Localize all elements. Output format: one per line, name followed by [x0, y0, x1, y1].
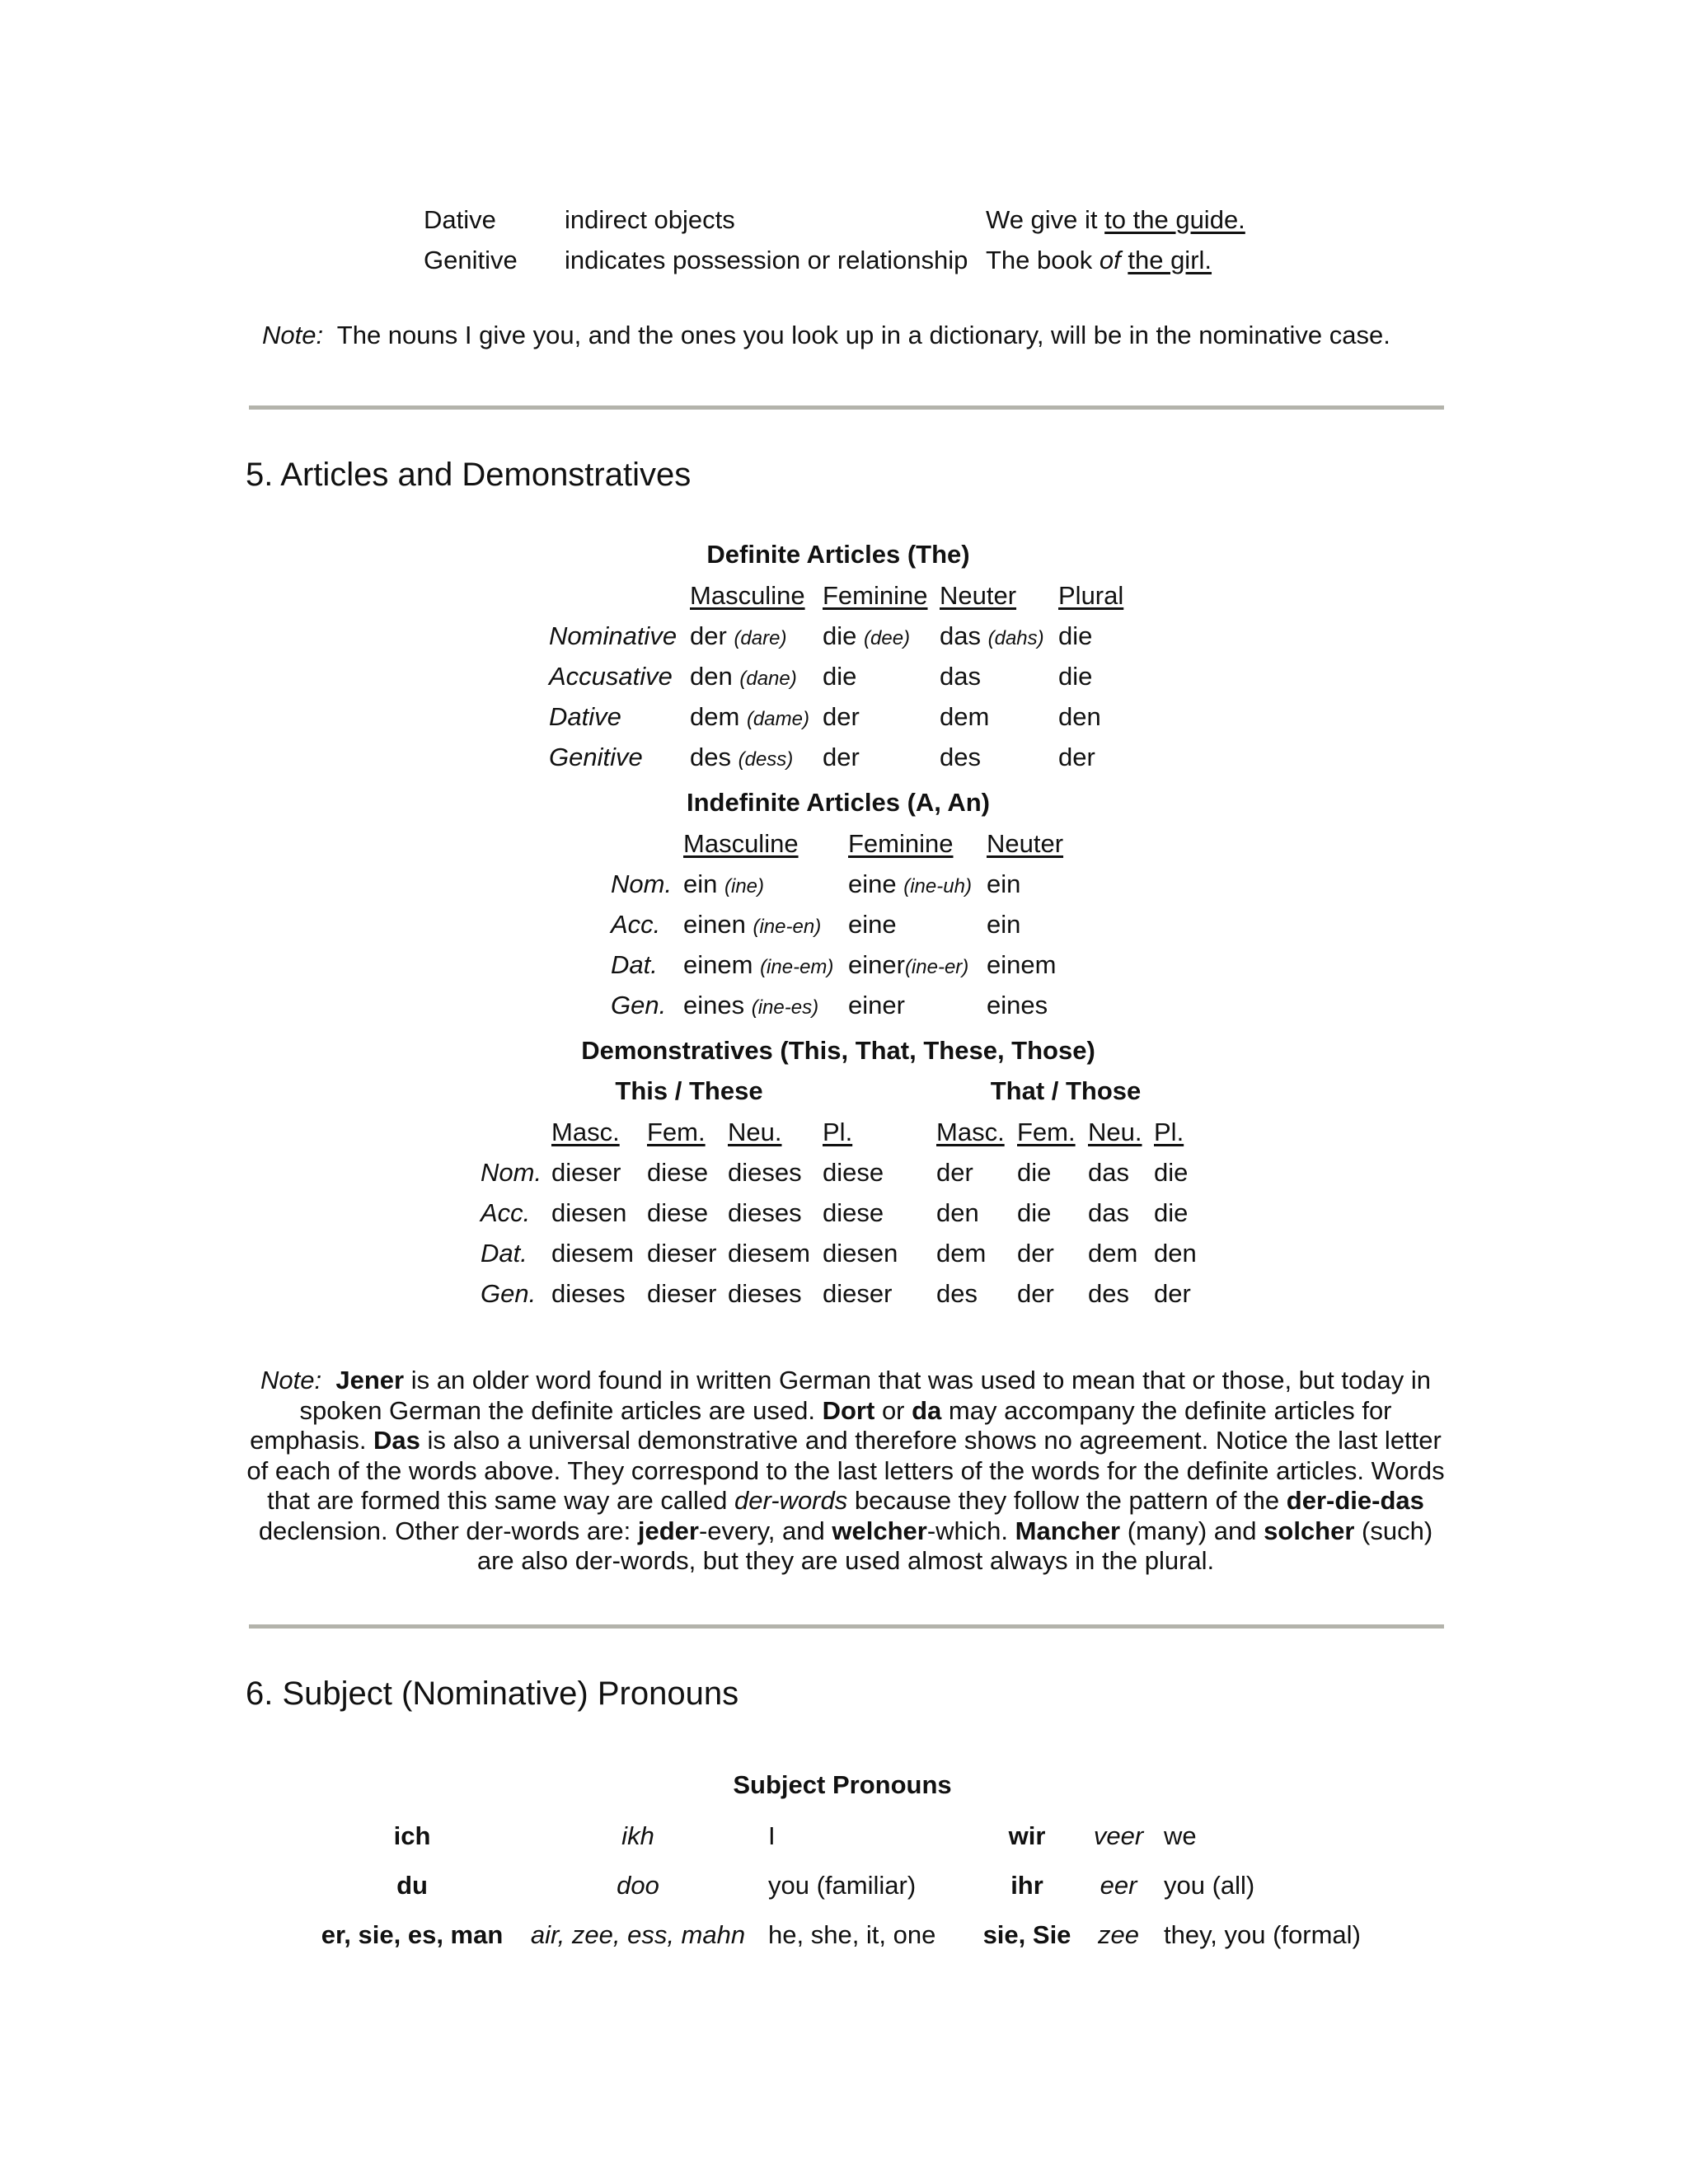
case-use: indicates possession or relationship	[565, 246, 968, 274]
column-header: Neu.	[728, 1118, 782, 1146]
cell: dem	[936, 1239, 987, 1268]
case-use: indirect objects	[565, 205, 735, 234]
pronoun-pronunciation: veer	[1093, 1821, 1144, 1850]
column-header: Masc.	[936, 1118, 1005, 1146]
cell: einem (ine-em)	[683, 950, 834, 979]
row-case: Dat.	[611, 950, 658, 979]
example-underlined: to the guide.	[1104, 205, 1245, 234]
column-header: Feminine	[823, 581, 928, 610]
cell: der	[823, 743, 860, 771]
cell: den (dane)	[690, 662, 797, 691]
cell: diesen	[823, 1239, 898, 1268]
group-heading: That / Those	[990, 1076, 1142, 1105]
cell: ein (ine)	[683, 869, 765, 898]
cell: der	[1017, 1239, 1054, 1268]
cell: des	[1088, 1279, 1129, 1308]
column-header: Pl.	[1154, 1118, 1184, 1146]
cell: der	[1017, 1279, 1054, 1308]
pronoun-german: du	[396, 1871, 428, 1900]
example-text: The book	[986, 246, 1100, 274]
pronoun-german: ich	[393, 1821, 431, 1850]
cell: der	[1058, 743, 1095, 771]
demonstratives-note: Note: Jener is an older word found in written German that was used to mean that or those, but today in spoken German the definite articles are used. Dort or da may accompany the definite articles for emphasis. Das is also a universal demonstrative and therefore shows no agreement. Notice the last letter of each of the words above. They correspond to the last letters of the words for the definite articles. Words that are formed this same way are called der-words because they follow the pattern of the der-die-das declension. Other der-words are: jeder-every, and welcher-which. Mancher (many) and solcher (such) are also der-words, but they are used almost always in the plural.	[246, 1366, 1445, 1575]
cell: diesem	[551, 1239, 634, 1268]
row-case: Gen.	[481, 1279, 537, 1308]
cell: eine (ine-uh)	[848, 869, 972, 898]
pronoun-pronunciation: zee	[1098, 1920, 1139, 1949]
cell: des	[936, 1279, 978, 1308]
cell: des	[940, 743, 981, 771]
cell: dem	[940, 702, 990, 731]
cell: dieser	[647, 1239, 717, 1268]
case-example	[986, 207, 1245, 232]
section-divider	[249, 1624, 1444, 1629]
column-header: Neu.	[1088, 1118, 1142, 1146]
cell: diese	[823, 1198, 884, 1227]
column-header: Masculine	[683, 829, 799, 858]
pronoun-german: wir	[1008, 1821, 1046, 1850]
cell: die (dee)	[823, 621, 911, 650]
cell: eine	[848, 910, 897, 939]
cell: ein	[987, 869, 1021, 898]
pronoun-english: we	[1164, 1821, 1197, 1850]
row-case: Dat.	[481, 1239, 528, 1268]
cell: diesem	[728, 1239, 810, 1268]
section-divider	[249, 405, 1444, 410]
case-name: Genitive	[424, 246, 518, 274]
note-text: The nouns I give you, and the ones you look up in a dictionary, will be in the nominative case.	[336, 321, 1390, 349]
cell: das	[940, 662, 981, 691]
pronoun-german: ihr	[1010, 1871, 1043, 1900]
example-text: We give it	[986, 205, 1105, 234]
cell: der	[1154, 1279, 1191, 1308]
pronoun-german: sie, Sie	[982, 1920, 1071, 1949]
case-example	[986, 247, 1212, 273]
cell: diese	[823, 1158, 884, 1187]
pronoun-english: I	[768, 1821, 776, 1850]
cell: der (dare)	[690, 621, 787, 650]
cell: einer	[848, 991, 905, 1019]
column-header: Neuter	[940, 581, 1017, 610]
pronoun-pronunciation: air, zee, ess, mahn	[530, 1920, 746, 1949]
example-underlined: the girl.	[1128, 246, 1212, 274]
cell: einer(ine-er)	[848, 950, 969, 979]
column-header: Masculine	[690, 581, 805, 610]
cell: diesen	[551, 1198, 627, 1227]
pronoun-pronunciation: ikh	[621, 1821, 654, 1850]
cell: das (dahs)	[940, 621, 1044, 650]
row-case: Nominative	[549, 621, 678, 650]
cell: einen (ine-en)	[683, 910, 822, 939]
cell: der	[823, 702, 860, 731]
cell: dem (dame)	[690, 702, 809, 731]
example-italic: of	[1099, 246, 1121, 274]
cell: das	[1088, 1198, 1129, 1227]
cell: des (dess)	[690, 743, 794, 771]
note-label: Note:	[262, 321, 324, 349]
cell: den	[1058, 702, 1101, 731]
section-heading: 5. Articles and Demonstratives	[246, 457, 692, 493]
column-header: Plural	[1058, 581, 1124, 610]
row-case: Nom.	[611, 869, 673, 898]
column-header: Masc.	[551, 1118, 620, 1146]
row-case: Dative	[549, 702, 621, 731]
cell: die	[1154, 1198, 1189, 1227]
cell: die	[1058, 662, 1093, 691]
cell: die	[1017, 1198, 1052, 1227]
row-case: Accusative	[549, 662, 673, 691]
pronoun-pronunciation: eer	[1100, 1871, 1137, 1900]
cell: den	[936, 1198, 979, 1227]
table-title: Definite Articles (The)	[706, 540, 970, 569]
row-case: Acc.	[611, 910, 661, 939]
cell: das	[1088, 1158, 1129, 1187]
group-heading: This / These	[615, 1076, 763, 1105]
column-header: Feminine	[848, 829, 954, 858]
cell: die	[1017, 1158, 1052, 1187]
cell: dem	[1088, 1239, 1138, 1268]
cell: eines (ine-es)	[683, 991, 819, 1019]
cell: dieser	[551, 1158, 621, 1187]
cell: einem	[987, 950, 1057, 979]
cell: eines	[987, 991, 1048, 1019]
row-case: Nom.	[481, 1158, 542, 1187]
section-heading: 6. Subject (Nominative) Pronouns	[246, 1675, 739, 1712]
cell: der	[936, 1158, 973, 1187]
pronoun-pronunciation: doo	[617, 1871, 659, 1900]
cell: die	[823, 662, 857, 691]
table-title: Demonstratives (This, That, These, Those)	[581, 1036, 1095, 1065]
row-case: Gen.	[611, 991, 667, 1019]
pronoun-english: you (all)	[1164, 1871, 1255, 1900]
cell: dieses	[728, 1198, 802, 1227]
pronoun-english: he, she, it, one	[768, 1920, 936, 1949]
cell: dieses	[728, 1279, 802, 1308]
table-title: Indefinite Articles (A, An)	[686, 788, 991, 817]
table-title: Subject Pronouns	[733, 1770, 952, 1799]
column-header: Fem.	[1017, 1118, 1076, 1146]
pronoun-english: they, you (formal)	[1164, 1920, 1361, 1949]
cell: dieser	[647, 1279, 717, 1308]
cell: die	[1058, 621, 1093, 650]
cell: diese	[647, 1198, 709, 1227]
case-name: Dative	[424, 205, 496, 234]
column-header: Neuter	[987, 829, 1064, 858]
row-case: Acc.	[481, 1198, 531, 1227]
pronoun-english: you (familiar)	[768, 1871, 917, 1900]
cell: ein	[987, 910, 1021, 939]
row-case: Genitive	[549, 743, 643, 771]
pronoun-german: er, sie, es, man	[321, 1920, 504, 1949]
cell: dieses	[728, 1158, 802, 1187]
cell: dieser	[823, 1279, 893, 1308]
column-header: Fem.	[647, 1118, 706, 1146]
cell: dieses	[551, 1279, 626, 1308]
cell: den	[1154, 1239, 1197, 1268]
cell: die	[1154, 1158, 1189, 1187]
column-header: Pl.	[823, 1118, 853, 1146]
cell: diese	[647, 1158, 709, 1187]
case-note	[262, 322, 1390, 348]
